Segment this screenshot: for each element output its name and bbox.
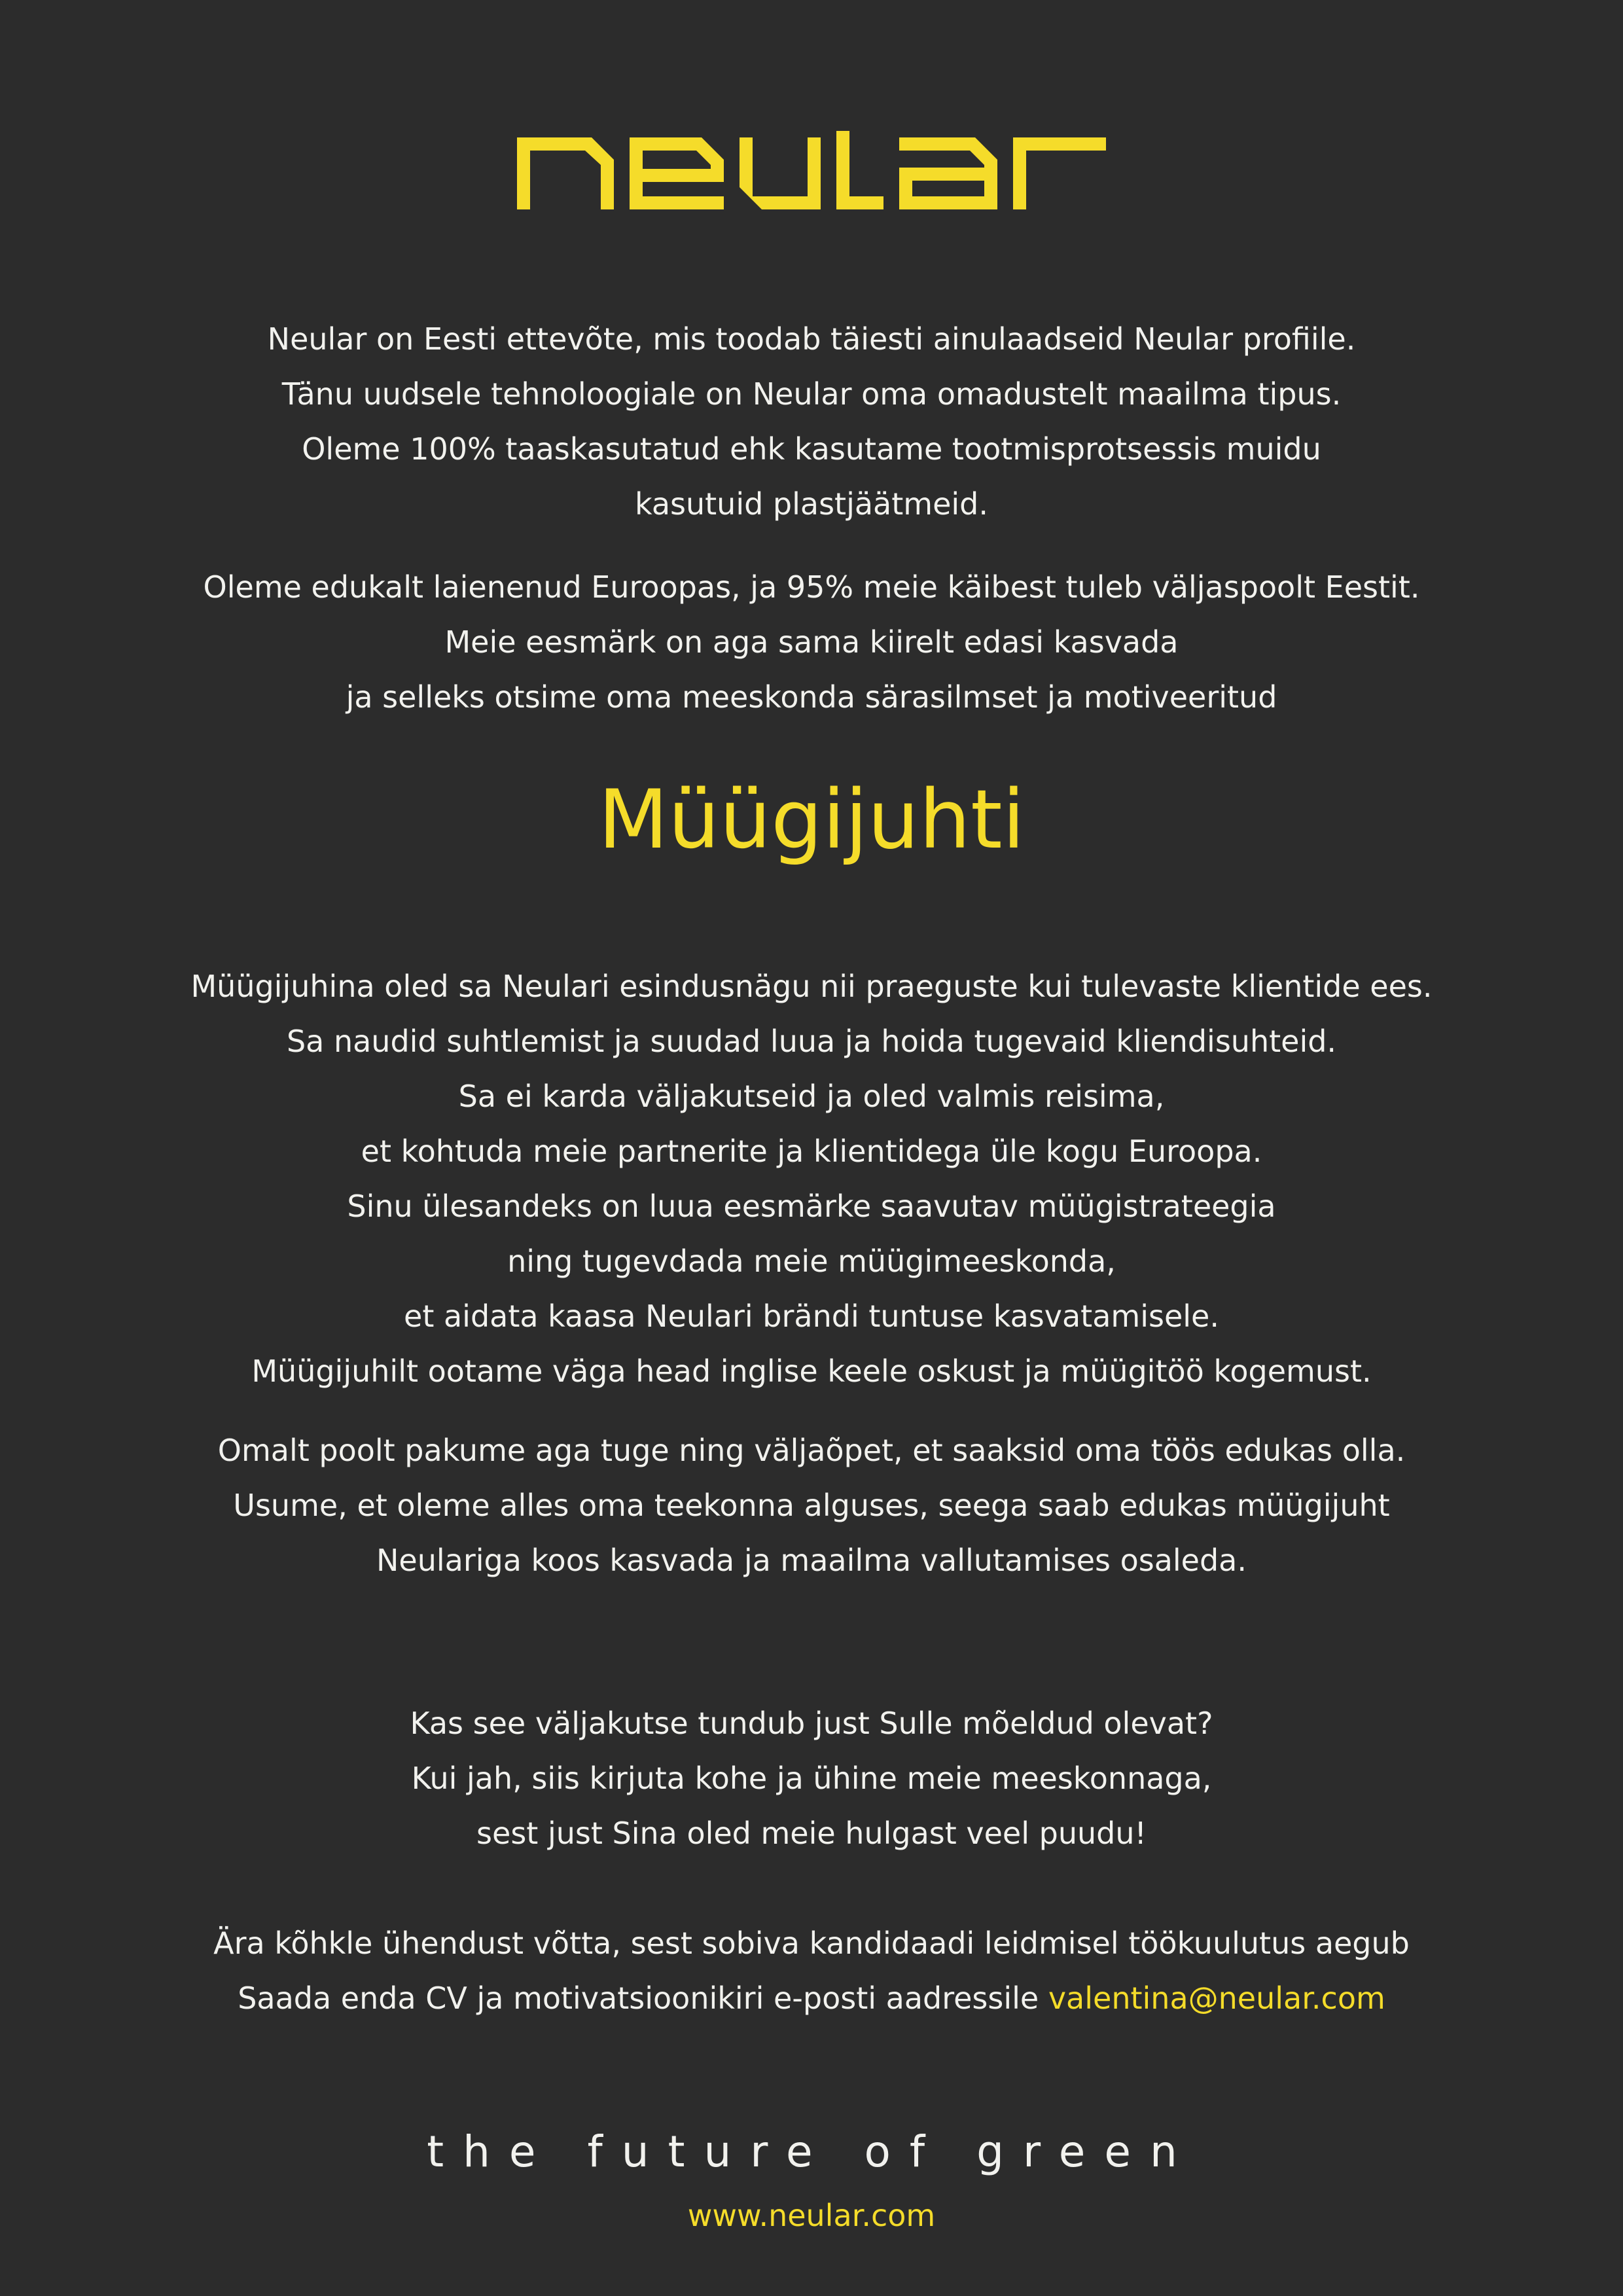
- intro-paragraph-1: [0, 312, 1623, 531]
- cta-line-1: Kas see väljakutse tundub just Sulle mõeldud olevat?: [410, 1706, 1213, 1741]
- neular-logo-wordmark: [517, 131, 1106, 216]
- desc-p1-line-4: et kohtuda meie partnerite ja klientidega üle kogu Euroopa.: [361, 1134, 1262, 1169]
- desc-p1-line-8: Müügijuhilt ootame väga head inglise keele oskust ja müügitöö kogemust.: [251, 1354, 1372, 1389]
- cta-line-2: Kui jah, siis kirjuta kohe ja ühine meie meeskonnaga,: [411, 1761, 1212, 1796]
- desc-p1-line-7: et aidata kaasa Neulari brändi tuntuse kasvatamisele.: [404, 1299, 1219, 1334]
- intro-p1-line-4: kasutuid plastjäätmeid.: [634, 486, 988, 522]
- intro-paragraph-2: [0, 560, 1623, 725]
- contact-line-2-prefix: Saada enda CV ja motivatsioonikiri e-posti aadressile: [238, 1981, 1048, 2016]
- intro-p2-line-3: ja selleks otsime oma meeskonda särasilmset ja motiveeritud: [346, 679, 1277, 715]
- desc-p1-line-2: Sa naudid suhtlemist ja suudad luua ja hoida tugevaid kliendisuhteid.: [286, 1024, 1337, 1059]
- intro-p2-line-1: Oleme edukalt laienenud Euroopas, ja 95% meie käibest tuleb väljaspoolt Eestit.: [203, 569, 1420, 605]
- description-paragraph-1: [0, 959, 1623, 1399]
- desc-p1-line-1: Müügijuhina oled sa Neulari esindusnägu nii praeguste kui tulevaste klientide ees.: [190, 969, 1433, 1004]
- contact-info: [0, 1916, 1623, 2026]
- cta-line-3: sest just Sina oled meie hulgast veel puudu!: [476, 1816, 1147, 1851]
- call-to-action: [0, 1696, 1623, 1861]
- desc-p1-line-6: ning tugevdada meie müügimeeskonda,: [507, 1244, 1116, 1279]
- intro-p2-line-2: Meie eesmärk on aga sama kiirelt edasi kasvada: [444, 624, 1179, 660]
- contact-line-1: Ära kõhkle ühendust võtta, sest sobiva kandidaadi leidmisel töökuulutus aegub: [213, 1926, 1410, 1961]
- desc-p1-line-5: Sinu ülesandeks on luua eesmärke saavutav müügistrateegia: [347, 1189, 1276, 1224]
- contact-email-link[interactable]: valentina@neular.com: [1048, 1981, 1385, 2016]
- desc-p2-line-1: Omalt poolt pakume aga tuge ning väljaõpet, et saaksid oma töös edukas olla.: [217, 1433, 1406, 1468]
- intro-p1-line-3: Oleme 100% taaskasutatud ehk kasutame tootmisprotsessis muidu: [302, 431, 1321, 467]
- desc-p1-line-3: Sa ei karda väljakutseid ja oled valmis reisima,: [458, 1079, 1165, 1114]
- footer-tagline: the future of green: [427, 2126, 1196, 2177]
- contact-line-2: [0, 1971, 1623, 2026]
- footer-website-link[interactable]: www.neular.com: [687, 2198, 936, 2233]
- intro-p1-line-1: Neular on Eesti ettevõte, mis toodab täiesti ainulaadseid Neular profiile.: [267, 321, 1356, 357]
- intro-p1-line-2: Tänu uudsele tehnoloogiale on Neular oma omadustelt maailma tipus.: [281, 376, 1342, 412]
- desc-p2-line-3: Neulariga koos kasvada ja maailma vallutamises osaleda.: [376, 1543, 1247, 1578]
- neular-logo: [517, 131, 1106, 216]
- position-title: Müügijuhti: [597, 773, 1026, 867]
- desc-p2-line-2: Usume, et oleme alles oma teekonna alguses, seega saab edukas müügijuht: [233, 1488, 1390, 1523]
- description-paragraph-2: [0, 1423, 1623, 1588]
